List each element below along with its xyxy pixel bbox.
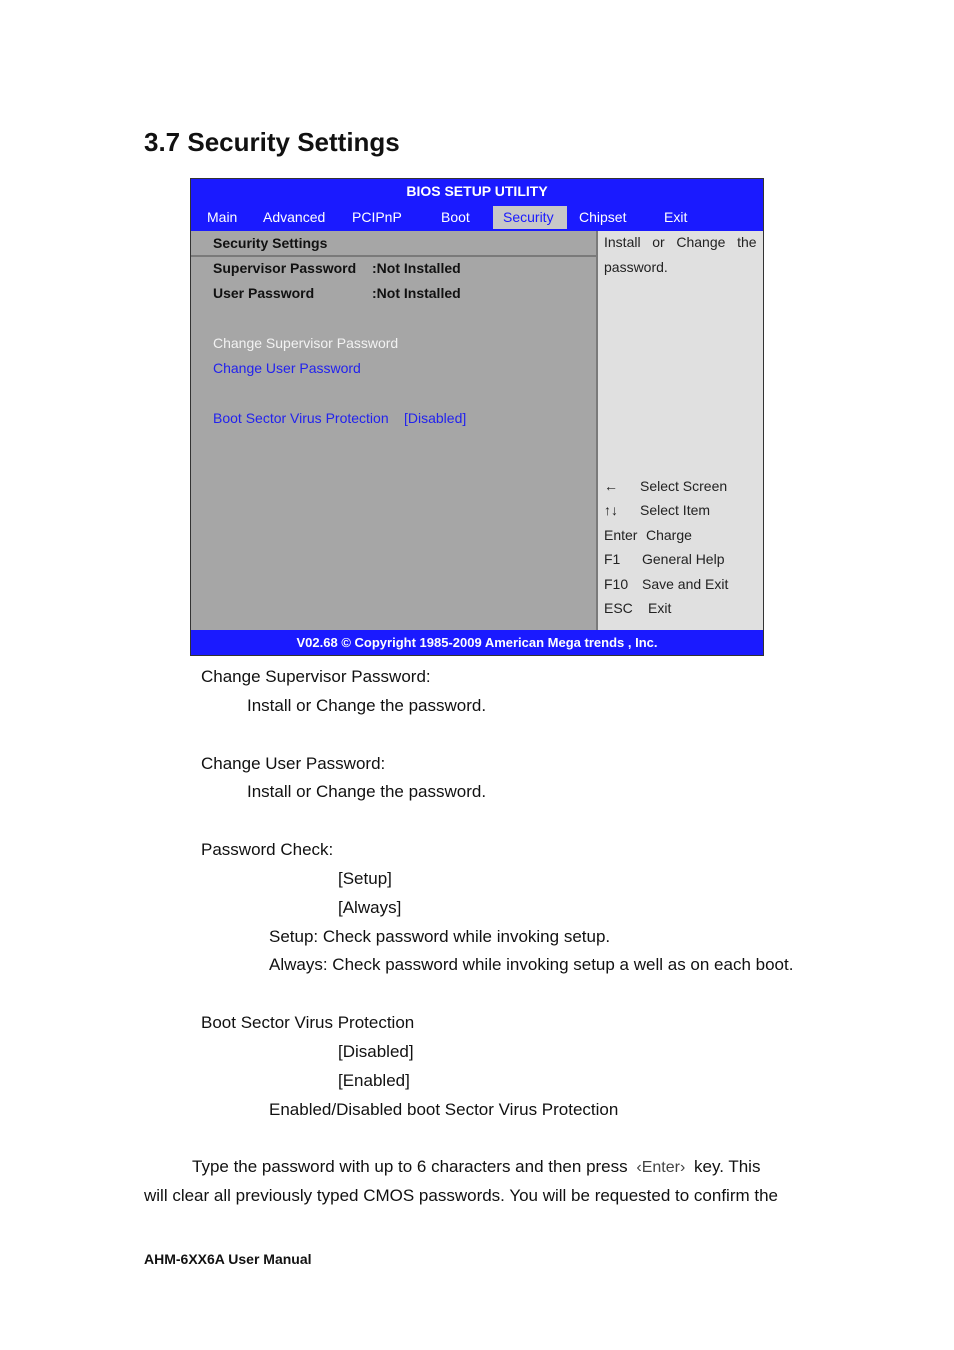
key-desc-general-help: General Help xyxy=(642,551,725,567)
menu-main[interactable]: Main xyxy=(207,209,238,225)
user-password-status: :Not Installed xyxy=(372,285,461,301)
menu-chipset[interactable]: Chipset xyxy=(579,209,627,225)
key-left-arrow-icon: ← xyxy=(604,478,618,494)
change-supervisor-password-item[interactable]: Change Supervisor Password xyxy=(213,335,399,351)
user-password-label: User Password xyxy=(213,285,315,301)
supervisor-password-label: Supervisor Password xyxy=(213,260,357,276)
bsv-title: Boot Sector Virus Protection xyxy=(201,1013,415,1032)
key-enter: Enter xyxy=(604,527,638,543)
bios-copyright: V02.68 © Copyright 1985-2009 American Mega trends , Inc. xyxy=(191,630,763,655)
password-check-option-setup: [Setup] xyxy=(338,869,392,888)
bios-menu-bar xyxy=(191,204,763,231)
key-desc-select-screen: Select Screen xyxy=(640,478,728,494)
supervisor-password-status: :Not Installed xyxy=(372,260,461,276)
menu-advanced[interactable]: Advanced xyxy=(263,209,326,225)
cup-title: Change User Password: xyxy=(201,754,386,773)
csp-description: Install or Change the password. xyxy=(247,696,487,715)
csp-title: Change Supervisor Password: xyxy=(201,667,431,686)
key-f1: F1 xyxy=(604,551,621,567)
header-divider xyxy=(191,255,596,257)
boot-sector-virus-protection-item[interactable]: Boot Sector Virus Protection xyxy=(213,410,389,426)
password-paragraph-line2: will clear all previously typed CMOS passwords. You will be requested to confirm the xyxy=(144,1186,779,1205)
key-desc-charge: Charge xyxy=(646,527,692,543)
key-esc: ESC xyxy=(604,600,633,616)
cup-description: Install or Change the password. xyxy=(247,782,487,801)
menu-exit[interactable]: Exit xyxy=(664,209,688,225)
bsv-option-disabled: [Disabled] xyxy=(338,1042,414,1061)
menu-pcipnp[interactable]: PCIPnP xyxy=(352,209,402,225)
boot-sector-virus-protection-value[interactable]: [Disabled] xyxy=(404,410,467,426)
settings-pane xyxy=(191,231,598,631)
para-text-end: key. This xyxy=(694,1157,761,1176)
key-f10: F10 xyxy=(604,576,629,592)
para-text-start: Type the password with up to 6 characters and then press xyxy=(192,1157,628,1176)
manual-footer: AHM-6XX6A User Manual xyxy=(144,1251,312,1267)
bios-title: BIOS SETUP UTILITY xyxy=(191,179,763,204)
help-text-line2: password. xyxy=(604,259,668,275)
bios-screenshot xyxy=(190,178,764,656)
menu-boot[interactable]: Boot xyxy=(441,209,470,225)
security-settings-header: Security Settings xyxy=(213,235,328,251)
menu-security[interactable]: Security xyxy=(493,206,567,229)
password-paragraph-line1 xyxy=(192,1157,760,1177)
password-check-title: Password Check: xyxy=(201,840,334,859)
bsv-option-enabled: [Enabled] xyxy=(338,1071,410,1090)
password-check-desc-setup: Setup: Check password while invoking setup. xyxy=(269,927,611,946)
key-up-down-arrow-icon: ↑↓ xyxy=(604,502,618,518)
enter-key-icon: ‹Enter› xyxy=(636,1159,686,1176)
password-check-desc-always: Always: Check password while invoking setup a well as on each boot. xyxy=(269,955,794,974)
help-text-line1: Install or Change the xyxy=(604,234,757,250)
key-desc-exit: Exit xyxy=(648,600,672,616)
section-title: 3.7 Security Settings xyxy=(144,127,400,157)
key-desc-save-exit: Save and Exit xyxy=(642,576,729,592)
help-pane xyxy=(598,231,763,631)
key-desc-select-item: Select Item xyxy=(640,502,711,518)
bsv-description: Enabled/Disabled boot Sector Virus Protection xyxy=(269,1100,619,1119)
password-check-option-always: [Always] xyxy=(338,898,402,917)
change-user-password-item[interactable]: Change User Password xyxy=(213,360,361,376)
